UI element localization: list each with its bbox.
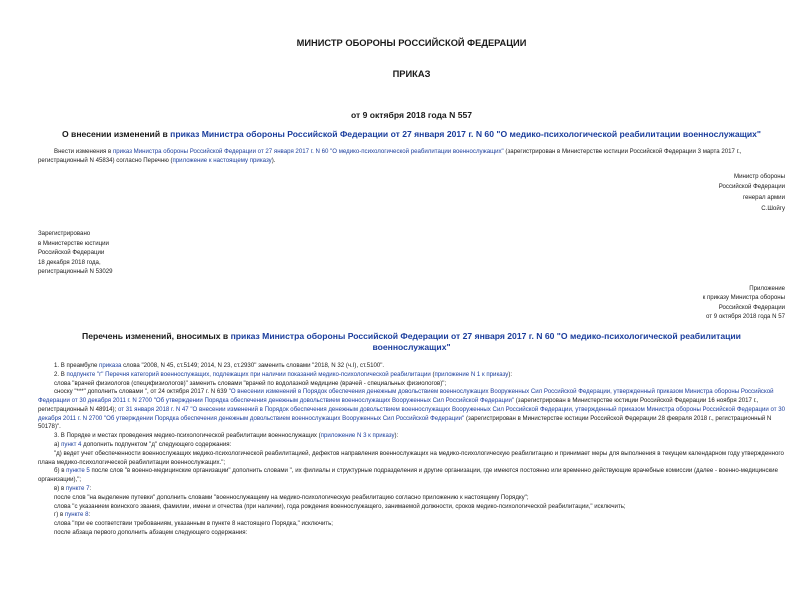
list-item: после слов "на выделение путевки" дополнить словами "военнослужащему на медико-психологическую реабилитацию согласно приложению к настоящему Порядку"; (54, 493, 529, 501)
list-title (38, 331, 785, 353)
list-item: после абзаца первого дополнить абзацем следующего содержания: (54, 529, 248, 537)
title-prefix: О внесении изменений в (61, 129, 171, 139)
order-47-link[interactable]: от 31 января 2018 г. N 47 "О внесении изменений в Порядок обеспечения денежным довольствием военнослужащих Вооруженных Сил Российской Федерации, утвержденный приказом Министра обороны Российской Федерации от 30 декабря 2011 г. N 2700 "Об утверждении Порядка обеспечения денежным довольствием военнослужащих Вооруженных Сил Российской Федерации" (38, 405, 785, 422)
item-text: после слов "в военно-медицинские организации" дополнить словами ", их филиалы и структурные подразделения и другие организации, где имеются постоянно или временно действующие врачебные комиссии (далее - военно-медицинские организации),"; (38, 467, 778, 484)
item-text: : (88, 511, 91, 519)
registration-line-4: 18 декабря 2018 года, (38, 258, 101, 266)
list-item (38, 485, 785, 494)
list-item: слова "врачей физиологов (специфизиологов)" заменить словами "врачей по водолазной медицине (врачей - специальных физиологов)"; (54, 379, 447, 387)
item-text: а) (54, 441, 62, 449)
registration-line-2: в Министерстве юстиции (38, 239, 109, 247)
appendix-line-2: к приказу Министра обороны (702, 294, 785, 302)
list-item (38, 432, 785, 441)
intro-text-1: Внести изменения в (54, 148, 113, 155)
appendix-line-1: Приложение (749, 284, 785, 292)
registration-block (38, 229, 785, 277)
item-text: г) в (54, 511, 65, 519)
point-4-link[interactable]: пункт 4 (61, 441, 82, 449)
list-item (38, 371, 785, 380)
changes-list (38, 362, 785, 538)
signature-line-2: Российской Федерации (718, 183, 785, 191)
order-639-link[interactable]: "О внесении изменений в Порядок обеспечения денежным довольствием военнослужащих Вооруженных Сил Российской Федерации, утвержденный приказом Министра обороны Российской Федерации от 30 декабря 2011 г. N 2700 "Об утверждении Порядка обеспечения денежным довольствием военнослужащих Вооруженных Сил Российской Федерации" (38, 388, 774, 405)
list-item (38, 511, 785, 520)
list-item (38, 362, 785, 371)
intro-text-3: ). (271, 156, 276, 164)
intro-appendix-link[interactable]: приложение к настоящему приказу (172, 156, 272, 164)
appendix-line-4: от 9 октября 2018 года N 57 (706, 313, 785, 321)
intro-paragraph (38, 148, 785, 166)
item-text: 2. В (54, 370, 67, 378)
item-text: слова "2008, N 45, ст.5149; 2014, N 23, ст.2930" заменить словами "2018, N 32 (ч.I), ст.5100". (121, 361, 385, 369)
signature-line-1: Министр обороны (734, 172, 785, 180)
point-7-link[interactable]: пункте 7 (65, 485, 90, 493)
list-item (38, 467, 785, 485)
signature-line-3: генерал армии (742, 194, 785, 201)
title-order-link[interactable]: приказ Министра обороны Российской Федерации от 27 января 2017 г. N 60 "О медико-психологической реабилитации военнослужащих" (170, 129, 762, 139)
list-title-order-link[interactable]: приказ Министра обороны Российской Федерации от 27 января 2017 г. N 60 "О медико-психологической реабилитации военнослужащих" (230, 330, 741, 352)
list-title-prefix: Перечень изменений, вносимых в (82, 330, 231, 341)
document-title (38, 128, 785, 140)
document-date: от 9 октября 2018 года N 557 (350, 110, 473, 120)
item-text: (зарегистрирован в Министерстве юстиции Российской Федерации 16 ноября 2017 г., регистрационный N 48914); (38, 397, 759, 413)
ministry-heading: МИНИСТР ОБОРОНЫ РОССИЙСКОЙ ФЕДЕРАЦИИ (296, 38, 527, 48)
item-text: ( (430, 370, 435, 378)
list-item: слова "при ее соответствии требованиям, указанным в пункте 8 настоящего Порядка," исключить; (54, 520, 333, 528)
item-text: б) в (54, 467, 67, 475)
document-page (0, 37, 807, 608)
item-text: 1. В преамбуле (54, 361, 100, 369)
registration-line-5: регистрационный N 53029 (38, 268, 113, 276)
item-text: 3. В Порядке и местах проведения медико-психологической реабилитации военнослужащих ( (54, 432, 321, 440)
list-item: "д) ведет учет обеспеченности военнослужащих медико-психологической реабилитацией, дефектов направления военнослужащих на медико-психологическую реабилитацию и принимает меры для выполнения в текущем календарном году утвержденного плана медико-психологической реабилитации военнослужащих."; (38, 449, 784, 466)
list-item (38, 388, 785, 432)
intro-text-2: (зарегистрирован в Министерстве юстиции Российской Федерации 3 марта 2017 г., регистрационный N 45834) согласно Перечню ( (38, 148, 742, 164)
item-text: : (89, 485, 92, 493)
point-8-link[interactable]: пункте 8 (64, 511, 89, 519)
intro-order-link[interactable]: приказ Министра обороны Российской Федерации от 27 января 2017 г. N 60 "О медико-психологической реабилитации военнослужащих" (112, 148, 504, 155)
order-link[interactable]: приказа (99, 361, 122, 369)
item-text: ): (508, 370, 513, 378)
list-item: слова "с указанием воинского звания, фамилии, имени и отчества (при наличии), года рождения военнослужащего, занимаемой должности, сроков медико-психологической реабилитации," исключить; (54, 502, 626, 510)
appendix-1-link[interactable]: приложение N 1 к приказу (434, 370, 509, 378)
item-text: дополнить подпунктом "д" следующего содержания: (81, 441, 232, 449)
signature-block (38, 172, 785, 215)
document-type: ПРИКАЗ (392, 69, 431, 79)
point-5-link[interactable]: пункте 5 (66, 467, 90, 475)
appendix-line-3: Российской Федерации (718, 303, 785, 311)
appendix-3-link[interactable]: приложение N 3 к приказу (320, 432, 395, 440)
list-item (38, 441, 785, 450)
item-text: в) в (54, 485, 66, 493)
subparagraph-link[interactable]: подпункте "г" Перечня категорий военнослужащих, подлежащих при наличии показаний медико-психологической реабилитации (66, 370, 431, 378)
registration-line-1: Зарегистрировано (38, 230, 91, 238)
appendix-block (38, 284, 785, 322)
registration-line-3: Российской Федерации (38, 249, 105, 257)
item-text: (зарегистрирован в Министерстве юстиции Российской Федерации 28 февраля 2018 г., регистрационный N 50178)". (38, 414, 772, 431)
signature-line-4: С.Шойгу (761, 204, 785, 212)
item-text: ): (394, 432, 399, 440)
item-text: сноску "***" дополнить словами ", от 24 октября 2017 г. N 639 (54, 388, 229, 396)
